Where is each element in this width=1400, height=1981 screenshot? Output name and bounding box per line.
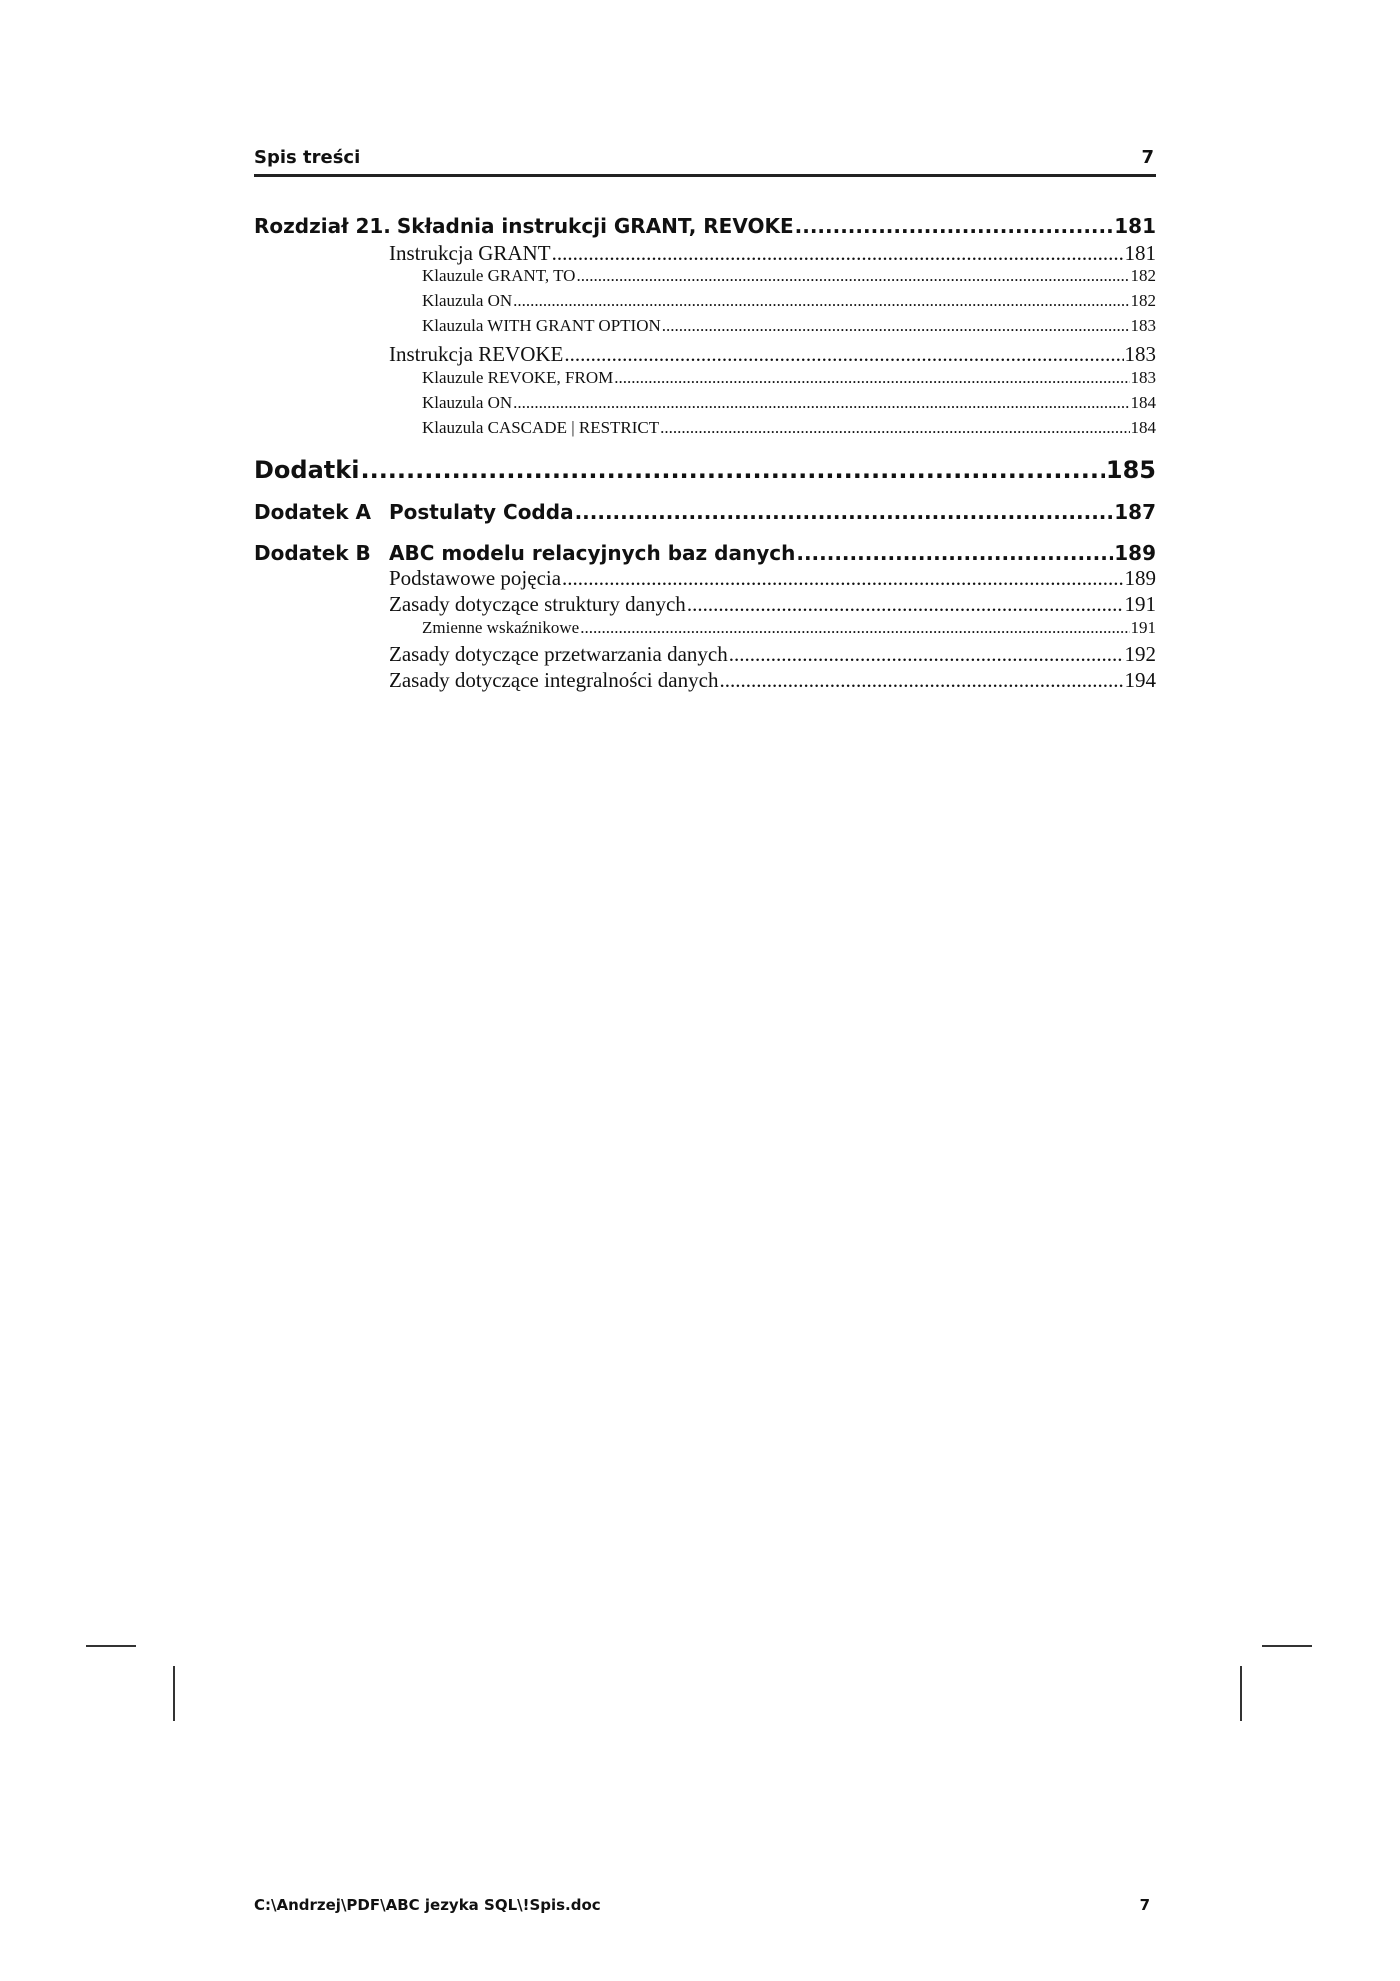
- toc-entry: [254, 266, 1156, 286]
- toc-dot-leader: [687, 592, 1124, 617]
- toc-entry-label: [389, 241, 551, 266]
- toc-entry-label: [389, 566, 561, 591]
- toc-entry-page: 182: [1130, 291, 1156, 310]
- toc-entry-label: [422, 393, 512, 413]
- toc-entry-title: Instrukcja GRANT: [389, 241, 551, 265]
- toc-dot-leader: [513, 291, 1129, 311]
- toc-entry-page: 192: [1124, 642, 1156, 666]
- toc-entry: [254, 500, 1156, 524]
- toc-entry-label: [422, 291, 512, 311]
- toc-entry-title: Postulaty Codda: [389, 500, 574, 524]
- header-title: Spis treści: [254, 147, 361, 168]
- crop-mark-right-vertical: [1240, 1666, 1242, 1721]
- toc-entry-title: Zasady dotyczące przetwarzania danych: [389, 642, 728, 666]
- toc-entry-label: [422, 618, 579, 638]
- toc-entry-title: Dodatki: [254, 456, 360, 484]
- toc-dot-leader: [360, 456, 1104, 484]
- toc-entry-title: Zmienne wskaźnikowe: [422, 618, 580, 637]
- toc-entry-title: Składnia instrukcji GRANT, REVOKE: [396, 214, 794, 238]
- toc-entry: [254, 642, 1156, 667]
- toc-dot-leader: [796, 541, 1113, 565]
- toc-dot-leader: [513, 393, 1129, 413]
- toc-entry: [254, 418, 1156, 438]
- toc-entry: [254, 592, 1156, 617]
- toc-entry-page: 181: [1124, 241, 1156, 265]
- toc-entry-title: Klauzula CASCADE | RESTRICT: [422, 418, 660, 437]
- running-footer: [254, 1896, 1156, 1914]
- toc-entry: [254, 456, 1156, 484]
- toc-entry-prefix: Dodatek A: [254, 500, 372, 524]
- running-header: [254, 143, 1156, 177]
- toc-dot-leader: [580, 618, 1129, 638]
- toc-entry: [254, 393, 1156, 413]
- toc-dot-leader: [575, 500, 1114, 524]
- toc-entry: [254, 342, 1156, 367]
- crop-mark-left-horizontal: [86, 1645, 136, 1647]
- toc-dot-leader: [662, 316, 1130, 336]
- toc-entry-page: 191: [1130, 618, 1156, 637]
- toc-dot-leader: [660, 418, 1129, 438]
- toc-entry-title: Klauzula WITH GRANT OPTION: [422, 316, 661, 335]
- toc-entry-title: ABC modelu relacyjnych baz danych: [389, 541, 796, 565]
- toc-entry-page: 184: [1130, 393, 1156, 412]
- toc-dot-leader: [614, 368, 1129, 388]
- toc-entry: [254, 316, 1156, 336]
- toc-entry-label: [389, 642, 728, 667]
- toc-dot-leader: [562, 566, 1123, 591]
- toc-entry-prefix: Dodatek B: [254, 541, 371, 565]
- toc-dot-leader: [795, 214, 1114, 238]
- toc-entry: [254, 291, 1156, 311]
- toc-entry: [254, 618, 1156, 638]
- toc-entry: [254, 541, 1156, 565]
- toc-entry-page: 191: [1124, 592, 1156, 616]
- toc-entry-title: Klauzule REVOKE, FROM: [422, 368, 614, 387]
- toc-entry-page: 183: [1130, 368, 1156, 387]
- toc-entry-title: Zasady dotyczące integralności danych: [389, 668, 719, 692]
- header-page-number: 7: [1141, 147, 1154, 168]
- toc-entry-title: Podstawowe pojęcia: [389, 566, 562, 590]
- crop-mark-right-horizontal: [1262, 1645, 1312, 1647]
- toc-entry-prefix: Rozdział 21.: [254, 214, 391, 238]
- toc-entry-page: 189: [1114, 541, 1156, 565]
- toc-entry-title: Klauzula ON: [422, 393, 513, 412]
- toc-entry-page: 184: [1130, 418, 1156, 437]
- toc-entry-label: [389, 342, 563, 367]
- toc-entry-label: [422, 368, 613, 388]
- toc-entry-title: Klauzule GRANT, TO: [422, 266, 576, 285]
- toc-dot-leader: [564, 342, 1123, 367]
- toc-entry-page: 189: [1124, 566, 1156, 590]
- toc-entry: [254, 368, 1156, 388]
- toc-dot-leader: [719, 668, 1123, 693]
- toc-entry-page: 187: [1114, 500, 1156, 524]
- toc-entry-label: [254, 500, 574, 524]
- toc-entry-label: [422, 316, 661, 336]
- toc-entry-page: 194: [1124, 668, 1156, 692]
- toc-entry-page: 181: [1114, 214, 1156, 238]
- toc-dot-leader: [729, 642, 1124, 667]
- toc-entry-title: Instrukcja REVOKE: [389, 342, 564, 366]
- toc-entry-label: [254, 541, 795, 565]
- toc-entry-page: 183: [1130, 316, 1156, 335]
- toc-entry-label: [422, 266, 575, 286]
- toc-entry: [254, 566, 1156, 591]
- toc-entry-page: 183: [1124, 342, 1156, 366]
- footer-page-number: 7: [1139, 1896, 1150, 1914]
- crop-mark-left-vertical: [173, 1666, 175, 1721]
- toc-entry-label: [422, 418, 659, 438]
- toc-entry-title: Klauzula ON: [422, 291, 513, 310]
- toc-entry: [254, 214, 1156, 238]
- toc-entry-label: [254, 456, 359, 484]
- toc-entry-page: 182: [1130, 266, 1156, 285]
- toc-entry-title: Zasady dotyczące struktury danych: [389, 592, 686, 616]
- toc-dot-leader: [576, 266, 1129, 286]
- toc-dot-leader: [552, 241, 1124, 266]
- toc-entry-page: 185: [1105, 456, 1156, 484]
- toc-entry: [254, 241, 1156, 266]
- footer-file-path: C:\Andrzej\PDF\ABC jezyka SQL\!Spis.doc: [254, 1896, 601, 1914]
- toc-entry: [254, 668, 1156, 693]
- toc-entry-label: [389, 668, 718, 693]
- toc-entry-label: [389, 592, 686, 617]
- toc-entry-label: [254, 214, 794, 238]
